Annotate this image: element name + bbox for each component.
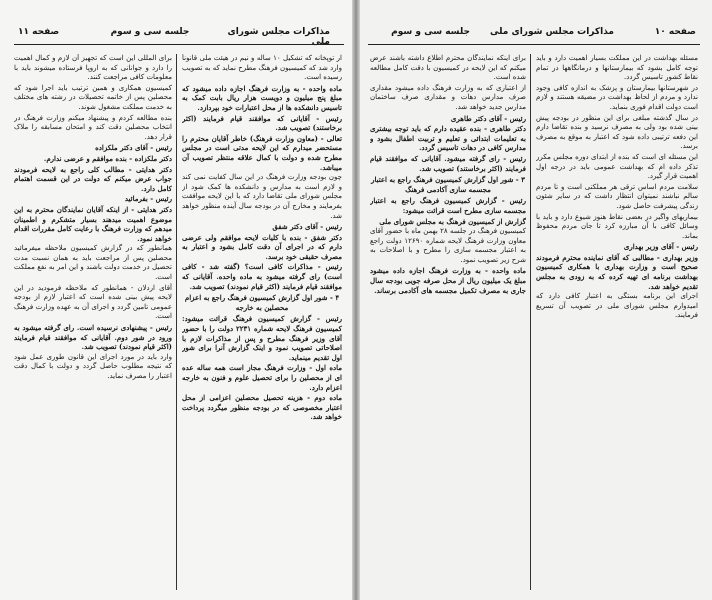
paragraph: در شهرستانها بیمارستان و پزشک به اندازه کافی وجود ندارد و مردم از لحاظ بهداشت در مضیقه هستند و لازم است دولت اقدام فوری بنماید. bbox=[536, 83, 698, 111]
left-page-column-right bbox=[182, 54, 342, 590]
paragraph: برای المللی این است که تجهیز آن لازم و کمال اهمیت را دارد و جوانانی که به اروپا فرستاده میشوند باید با معلومات کافی مراجعت کنند. bbox=[14, 54, 172, 82]
paragraph: ۳ - شور اول گزارش کمیسیون فرهنگ راجع به اعتبار مجسمه سازی آکادمی فرهنگ bbox=[371, 175, 525, 194]
right-page-title: مذاکرات مجلس شورای ملی bbox=[489, 27, 614, 37]
paragraph: بیماریهای واگیر در بعضی نقاط هنوز شیوع دارد و باید با وسائل کافی با آن مبارزه کرد تا جان مردم محفوظ بماند. bbox=[536, 212, 698, 240]
left-page-number: صفحه ۱۱ bbox=[18, 27, 60, 37]
paragraph: آقای اردلان - همانطور که ملاحظه فرمودید در این لایحه پیش بینی شده است که اعتبار لازم از بودجه عمومی تامین گردد و اجرای آن به عهده وزارت فرهنگ است. bbox=[14, 283, 172, 321]
paragraph: دکتر هدایتی - از اینکه آقایان نمایندگان محترم به این موضوع اهمیت میدهند بسیار متشکرم و اطمینان میدهم که وزارت فرهنگ با رعایت کامل مقررات اقدام خواهد نمود. bbox=[14, 204, 172, 243]
paragraph: چون بودجه وزارت فرهنگ در این سال کفایت نمی کند و لازم است به مدارس و دانشکده ها کمک شود از مجلس شورای ملی تقاضا دارد که با این لایحه موافقت بفرمایند و مخارج آن در بودجه سال آینده منظور خواهد شد. bbox=[182, 173, 342, 220]
paragraph: ار توپخانه که تشکیل ۱۰ ساله و نیم در هیئت ملی قانوناً وارد شد که کمیسیون فرهنگ مطرح نماید که به تصویب رسیده است. bbox=[182, 54, 342, 82]
right-page-session: جلسه سی و سوم bbox=[391, 27, 470, 37]
paragraph: ماده واحده - به وزارت فرهنگ اجازه داده میشود که مبلغ پنج میلیون و دویست هزار ریال بابت کمک به تاسیس دانشکده ها از محل اعتبارات خود بپردازد. bbox=[182, 83, 342, 112]
paragraph: وزیر بهداری - مطالبی که آقای نماینده محترم فرمودند صحیح است و وزارت بهداری با همکاری کمیسیون بهداشت برنامه ای تهیه کرده که به زودی به مجلس تقدیم خواهد شد. bbox=[536, 252, 698, 291]
paragraph: ماده واحده - به وزارت فرهنگ اجازه داده میشود مبلغ یک میلیون ریال از محل صرفه جویی بودجه سال جاری به مصرف تکمیل مجسمه های آکادمی برساند. bbox=[370, 266, 526, 295]
paragraph: رئیس - آقای دکتر شفق bbox=[272, 222, 342, 232]
book-gutter bbox=[352, 0, 360, 600]
paragraph: رئیس - رای گرفته میشود. آقایانی که موافقند قیام فرمایند (اکثر برخاستند) تصویب شد. bbox=[370, 153, 526, 173]
paragraph: سلامت مردم اساس ترقی هر مملکتی است و تا مردم سالم نباشند نمیتوان انتظار داشت که در سایر شئون زندگی پیشرفت حاصل شود. bbox=[536, 182, 698, 210]
paragraph: برای اینکه نمایندگان محترم اطلاع داشته باشند عرض میکنم که این لایحه در کمیسیون با دقت کامل مطالعه شده است. bbox=[370, 54, 526, 82]
right-page-column-left bbox=[370, 54, 526, 590]
paragraph: مسئله بهداشت در این مملکت بسیار اهمیت دارد و باید توجه کامل بشود که بیمارستانها و درمانگاهها در تمام نقاط کشور تاسیس گردد. bbox=[536, 54, 698, 82]
right-page-column-right bbox=[536, 54, 698, 590]
left-page-session: جلسه سی و سوم bbox=[110, 27, 190, 37]
paragraph: ۴ - شور اول گزارش کمیسیون فرهنگ راجع به اعزام محصلین به خارجه bbox=[184, 293, 340, 312]
paragraph: از اعتباری که به وزارت فرهنگ داده میشود مقداری صرف مدارس دهات و مقداری صرف ساختمان مدارس جدید خواهد شد. bbox=[370, 83, 526, 111]
left-header-rule bbox=[14, 44, 344, 45]
paragraph: همانطور که در گزارش کمیسیون ملاحظه میفرمائید محصلین پس از مراجعت باید به همان نسبت مدت تحصیل در خدمت دولت باشند و این امر به نفع مملکت است. bbox=[14, 244, 172, 282]
paragraph: وارد باید در مورد اجرای این قانون طوری عمل شود که نتیجه مطلوب حاصل گردد و دولت با کمال دقت اعتبار را مصرف نماید. bbox=[14, 352, 172, 380]
paragraph: رئیس - پیشنهادی نرسیده است. رای گرفته میشود به ورود در شور دوم. آقایانی که موافقند قیام فرمایند (اکثر قیام نمودند) تصویب شد. bbox=[14, 323, 172, 352]
paragraph: این مسئله ای است که بنده از ابتدای دوره مجلس مکرر تذکر داده ام که بهداشت عمومی باید در درجه اول اهمیت قرار گیرد. bbox=[536, 152, 698, 181]
right-column-divider bbox=[530, 54, 531, 590]
right-page bbox=[356, 0, 712, 600]
paragraph: کمیسیون فرهنگ در جلسه ۲۸ بهمن ماه با حضور آقای معاون وزارت فرهنگ لایحه شماره ۱۲۶۹۰ دولت راجع به اعتبار مجسمه سازی را مطرح و با اصلاحات به شرح زیر تصویب نمود. bbox=[370, 227, 526, 264]
paragraph: دکتر هدایتی - مطالب کلی راجع به لایحه فرمودند جواب عرض میکنم که دولت در این قسمت اهتمام کامل دارد. bbox=[14, 164, 172, 193]
right-page-number: صفحه ۱۰ bbox=[654, 27, 696, 37]
paragraph: رئیس - مذاکرات کافی است؟ (گفته شد - کافی است) رای گرفته میشود به ماده واحده. آقایانی که موافقند قیام فرمایند (اکثر قیام نمودند) تصویب شد. bbox=[182, 262, 342, 291]
paragraph: رئیس - آقایانی که موافقند قیام فرمایند (اکثر برخاستند) تصویب شد. bbox=[182, 113, 342, 133]
paragraph: ماده دوم - هزینه تحصیل محصلین اعزامی از محل اعتبار مخصوصی که در بودجه منظور میگردد پرداخت خواهد شد. bbox=[182, 393, 342, 422]
paragraph: کمیسیون همکاری و همین ترتیب باید اجرا شود که محصلین پس از خاتمه تحصیلات در رشته های مختلف به خدمت مملکت مشغول شوند. bbox=[14, 83, 172, 111]
paragraph: دکتر ملکزاده - بنده موافقم و عرضی ندارم. bbox=[43, 153, 172, 163]
paragraph: بنده مطالعه کردم و پیشنهاد میکنم وزارت فرهنگ در انتخاب محصلین دقت کند و امتحان مسابقه را ملاک قرار دهد. bbox=[14, 113, 172, 141]
paragraph: تعالی - (معاون وزارت فرهنگ) خاطر آقایان محترم را مستحضر میدارم که این لایحه مدتی است در مجلس مطرح شده و دولت با کمال علاقه منتظر تصویب آن میباشد. bbox=[182, 133, 342, 172]
paragraph: در سال گذشته مبلغی برای این منظور در بودجه پیش بینی شده بود ولی به مصرف نرسید و بنده تقاضا دارم این دفعه ترتیبی داده شود که اعتبار به موقع به مصرف برسد. bbox=[536, 113, 698, 151]
left-column-divider bbox=[176, 54, 177, 590]
paragraph: رئیس - بفرمائید bbox=[124, 194, 172, 204]
paragraph: دکتر شفق - بنده با کلیات لایحه موافقم ولی عرضی دارم که در اجرای آن دقت کامل بشود و اعتبار به مصرف حقیقی خود برسد. bbox=[182, 232, 342, 261]
right-header-rule bbox=[368, 44, 700, 45]
paragraph: ماده اول - وزارت فرهنگ مجاز است همه ساله عده ای از محصلین را برای تحصیل علوم و فنون به خارجه اعزام دارد. bbox=[182, 363, 342, 392]
paragraph: دکتر طاهری - بنده عقیده دارم که باید توجه بیشتری به تعلیمات ابتدائی و تعلیم و تربیت اطفال بشود و مدارس کافی در دهات تاسیس گردد. bbox=[370, 124, 526, 153]
paragraph: اجرای این برنامه بستگی به اعتبار کافی دارد که امیدوارم مجلس شورای ملی در تصویب آن تسریع فرمایند. bbox=[536, 292, 698, 320]
paragraph: گزارش از کمیسیون فرهنگ به مجلس شورای ملی bbox=[379, 216, 526, 226]
left-page-column-left bbox=[14, 54, 172, 590]
paragraph: رئیس - آقای وزیر بهداری bbox=[623, 242, 698, 252]
paragraph: رئیس - گزارش کمیسیون فرهنگ راجع به اعتبار مجسمه سازی مطرح است قرائت میشود: bbox=[370, 196, 526, 215]
paragraph: رئیس - گزارش کمیسیون فرهنگ قرائت میشود: کمیسیون فرهنگ لایحه شماره ۲۲۳۱ دولت را با حضور آقای وزیر فرهنگ مطرح و پس از مذاکرات لازم با اصلاحاتی تصویب نمود و اینک گزارش آنرا برای شور اول تقدیم مینماید. bbox=[182, 314, 342, 362]
paragraph: رئیس - آقای دکتر طاهری bbox=[450, 113, 526, 123]
left-page-title: مذاکرات مجلس شورای ملی bbox=[227, 27, 330, 47]
paragraph: رئیس - آقای دکتر ملکزاده bbox=[95, 143, 172, 153]
